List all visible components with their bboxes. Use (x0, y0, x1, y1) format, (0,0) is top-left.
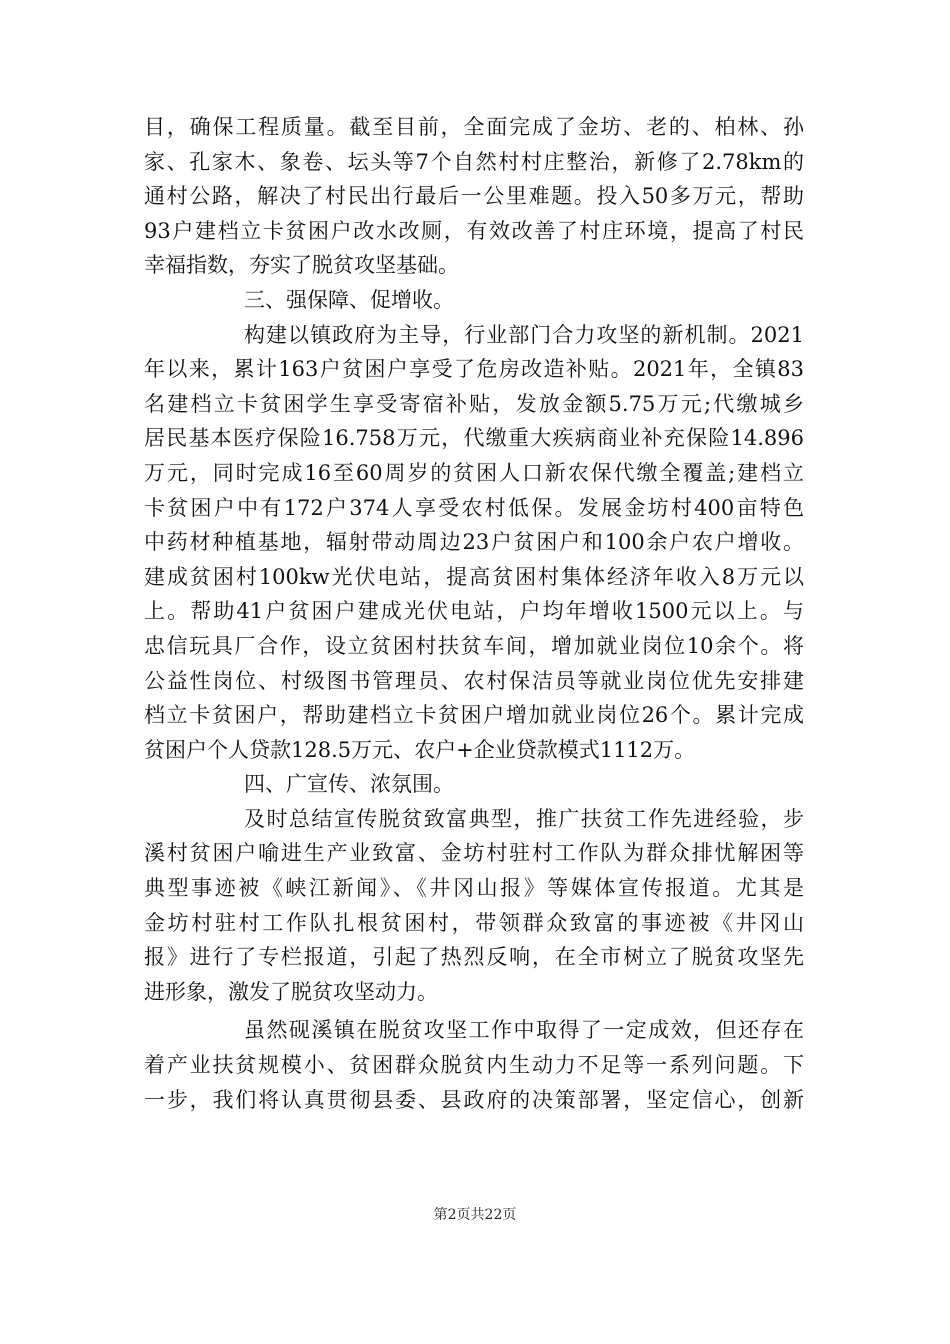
text-line: 上。帮助41户贫困户建成光伏电站，户均年增收1500元以上。与 (144, 599, 804, 624)
page-footer (0, 1204, 950, 1224)
paragraph (144, 110, 804, 283)
text-line: 中药材种植基地，辐射带动周边23户贫困户和100余户农户增收。 (144, 530, 804, 555)
text-line: 年以来，累计163户贫困户享受了危房改造补贴。2021年，全镇83 (144, 357, 804, 382)
paragraph (144, 1013, 804, 1117)
text-line: 公益性岗位、村级图书管理员、农村保洁员等就业岗位优先安排建 (144, 668, 804, 693)
text-line: 贫困户个人贷款128.5万元、农户+企业贷款模式1112万。 (144, 737, 696, 762)
text-line: 居民基本医疗保险16.758万元，代缴重大疾病商业补充保险14.896 (144, 426, 804, 451)
paragraph (144, 318, 804, 768)
text-line: 家、孔家木、象卷、坛头等7个自然村村庄整治，新修了2.78km的 (144, 149, 804, 174)
text-line: 报》进行了专栏报道，引起了热烈反响，在全市树立了脱贫攻坚先 (144, 945, 804, 970)
text-line: 虽然砚溪镇在脱贫攻坚工作中取得了一定成效，但还存在 (244, 1018, 804, 1043)
section-heading: 三、强保障、促增收。 (244, 287, 454, 312)
text-line: 目，确保工程质量。截至目前，全面完成了金坊、老的、柏林、孙 (144, 115, 804, 139)
text-line: 建成贫困村100kw光伏电站，提高贫困村集体经济年收入8万元以 (144, 564, 804, 589)
text-line: 着产业扶贫规模小、贫困群众脱贫内生动力不足等一系列问题。下 (144, 1053, 804, 1078)
text-line: 构建以镇政府为主导，行业部门合力攻坚的新机制。2021 (244, 322, 804, 347)
text-line: 万元，同时完成16至60周岁的贫困人口新农保代缴全覆盖;建档立 (144, 460, 804, 485)
body-text (144, 110, 804, 1117)
text-line: 及时总结宣传脱贫致富典型，推广扶贫工作先进经验，步 (244, 806, 804, 831)
paragraph (144, 802, 804, 1010)
text-line: 典型事迹被《峡江新闻》、《井冈山报》等媒体宣传报道。尤其是 (144, 876, 804, 901)
text-line: 忠信玩具厂合作，设立贫困村扶贫车间，增加就业岗位10余个。将 (144, 633, 804, 658)
text-line: 一步，我们将认真贯彻县委、县政府的决策部署，坚定信心，创新 (144, 1087, 804, 1112)
text-line: 金坊村驻村工作队扎根贫困村，带领群众致富的事迹被《井冈山 (144, 910, 804, 935)
text-line: 通村公路，解决了村民出行最后一公里难题。投入50多万元，帮助 (144, 184, 804, 209)
page-number: 第2页共22页 (433, 1207, 517, 1223)
section-heading: 四、广宣传、浓氛围。 (244, 772, 454, 797)
text-line: 93户建档立卡贫困户改水改厕，有效改善了村庄环境，提高了村民 (144, 218, 804, 243)
text-line: 卡贫困户中有172户374人享受农村低保。发展金坊村400亩特色 (144, 495, 804, 520)
text-line: 档立卡贫困户，帮助建档立卡贫困户增加就业岗位26个。累计完成 (144, 703, 804, 728)
text-line: 溪村贫困户喻进生产业致富、金坊村驻村工作队为群众排忧解困等 (144, 841, 804, 866)
text-line: 进形象，激发了脱贫攻坚动力。 (144, 979, 438, 1004)
text-line: 名建档立卡贫困学生享受寄宿补贴，发放金额5.75万元;代缴城乡 (144, 391, 804, 416)
text-line: 幸福指数，夯实了脱贫攻坚基础。 (144, 253, 459, 278)
